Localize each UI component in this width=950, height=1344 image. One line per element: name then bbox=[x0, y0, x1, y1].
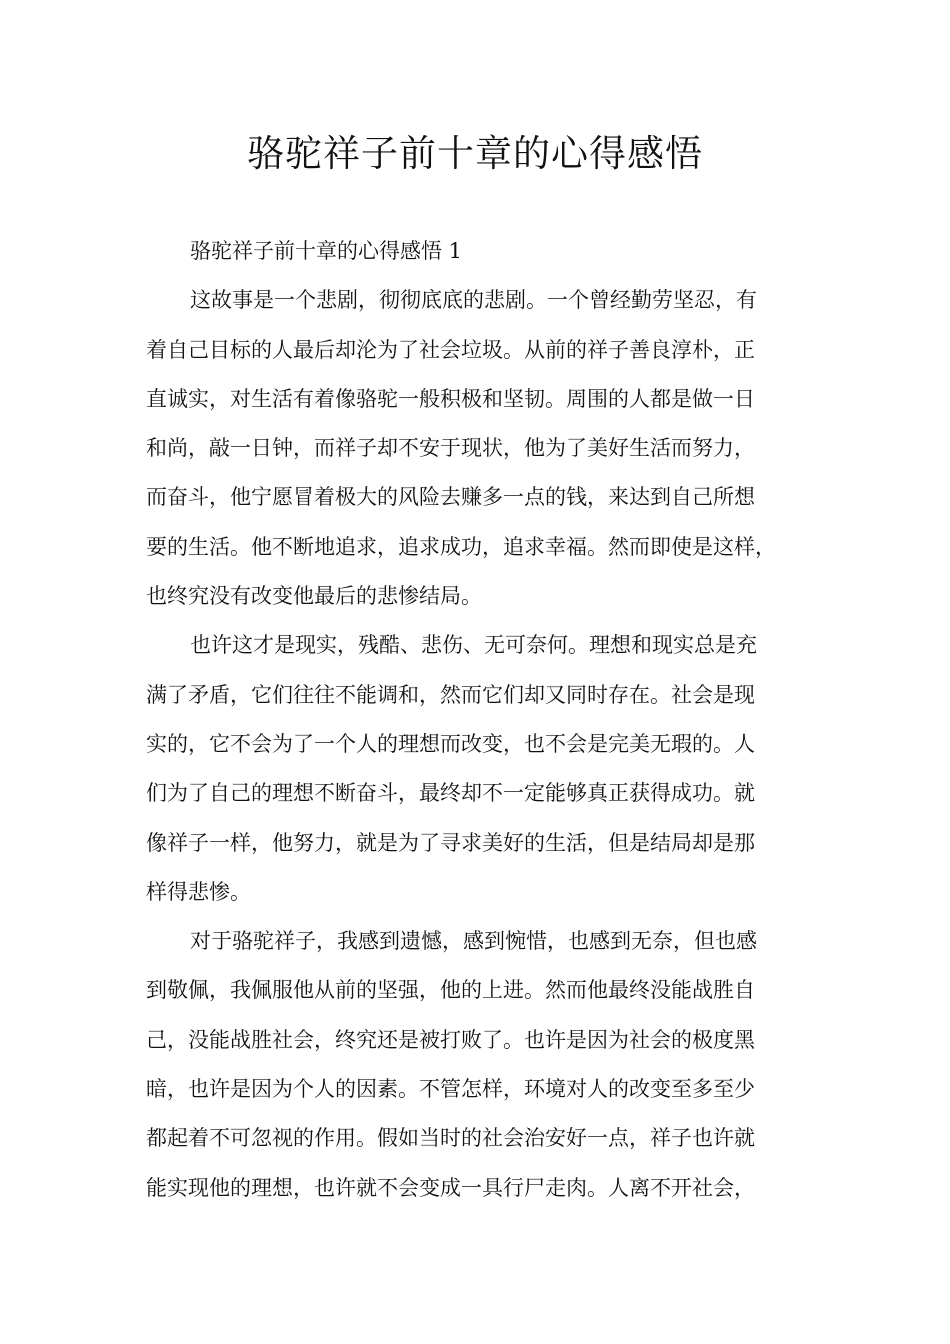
text-line: 实的，它不会为了一个人的理想而改变，也不会是完美无瑕的。人 bbox=[146, 731, 755, 756]
text-line: 也终究没有改变他最后的悲惨结局。 bbox=[146, 584, 482, 609]
text-line: 对于骆驼祥子，我感到遗憾，感到惋惜，也感到无奈，但也感 bbox=[190, 929, 757, 954]
text-line: 骆驼祥子前十章的心得感悟 1 bbox=[190, 239, 463, 263]
text-line: 都起着不可忽视的作用。假如当时的社会治安好一点，祥子也许就 bbox=[146, 1126, 755, 1151]
text-line: 暗，也许是因为个人的因素。不管怎样，环境对人的改变至多至少 bbox=[146, 1077, 755, 1102]
text-line: 像祥子一样，他努力，就是为了寻求美好的生活，但是结局却是那 bbox=[146, 830, 755, 855]
text-line: 样得悲惨。 bbox=[146, 879, 251, 904]
text-line: 也许这才是现实，残酷、悲伤、无可奈何。理想和现实总是充 bbox=[190, 633, 757, 658]
document-title: 骆驼祥子前十章的心得感悟 bbox=[247, 132, 703, 175]
text-line: 满了矛盾，它们往往不能调和，然而它们却又同时存在。社会是现 bbox=[146, 682, 755, 707]
text-line: 要的生活。他不断地追求，追求成功，追求幸福。然而即使是这样， bbox=[146, 534, 776, 559]
document-body bbox=[146, 227, 818, 1213]
text-line: 己，没能战胜社会，终究还是被打败了。也许是因为社会的极度黑 bbox=[146, 1027, 755, 1052]
text-line: 这故事是一个悲剧，彻彻底底的悲剧。一个曾经勤劳坚忍，有 bbox=[190, 288, 757, 313]
text-line: 到敬佩，我佩服他从前的坚强，他的上进。然而他最终没能战胜自 bbox=[146, 978, 755, 1003]
text-line: 直诚实，对生活有着像骆驼一般积极和坚韧。周围的人都是做一日 bbox=[146, 386, 755, 411]
text-line: 而奋斗，他宁愿冒着极大的风险去赚多一点的钱，来达到自己所想 bbox=[146, 485, 755, 510]
text-line: 能实现他的理想，也许就不会变成一具行尸走肉。人离不开社会， bbox=[146, 1175, 755, 1200]
text-line: 着自己目标的人最后却沦为了社会垃圾。从前的祥子善良淳朴，正 bbox=[146, 337, 755, 362]
text-line: 们为了自己的理想不断奋斗，最终却不一定能够真正获得成功。就 bbox=[146, 781, 755, 806]
text-line: 和尚，敲一日钟，而祥子却不安于现状，他为了美好生活而努力， bbox=[146, 436, 755, 461]
